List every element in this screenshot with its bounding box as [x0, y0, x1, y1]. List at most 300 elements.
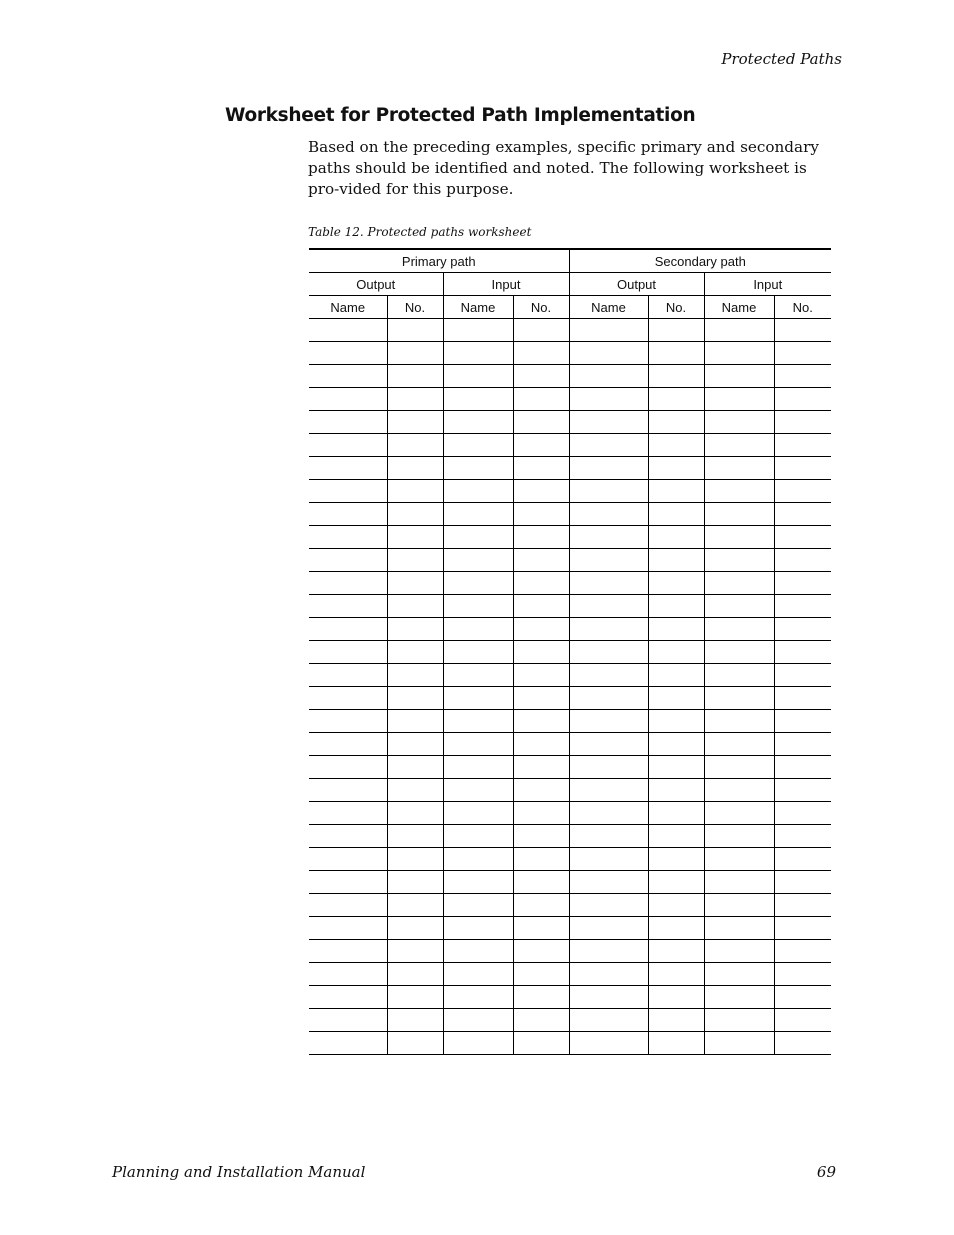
group-header-primary: Primary path: [309, 249, 569, 273]
worksheet-cell: [443, 388, 513, 411]
worksheet-cell: [569, 894, 648, 917]
worksheet-cell: [569, 779, 648, 802]
worksheet-cell: [704, 319, 774, 342]
table-row: [309, 710, 831, 733]
worksheet-cell: [309, 825, 387, 848]
worksheet-cell: [648, 319, 704, 342]
worksheet-cell: [309, 641, 387, 664]
worksheet-cell: [309, 365, 387, 388]
worksheet-cell: [443, 1009, 513, 1032]
worksheet-cell: [443, 457, 513, 480]
worksheet-cell: [704, 779, 774, 802]
worksheet-cell: [387, 917, 443, 940]
worksheet-cell: [704, 365, 774, 388]
worksheet-cell: [309, 388, 387, 411]
footer-manual-title: Planning and Installation Manual: [112, 1163, 366, 1181]
worksheet-cell: [513, 572, 569, 595]
worksheet-cell: [774, 572, 831, 595]
table-row: [309, 917, 831, 940]
column-header-name: Name: [309, 296, 387, 319]
worksheet-cell: [774, 871, 831, 894]
worksheet-cell: [387, 733, 443, 756]
table-row: [309, 434, 831, 457]
worksheet-cell: [387, 963, 443, 986]
worksheet-cell: [443, 756, 513, 779]
worksheet-cell: [774, 365, 831, 388]
worksheet-cell: [513, 848, 569, 871]
worksheet-cell: [513, 756, 569, 779]
worksheet-cell: [774, 1032, 831, 1055]
worksheet-cell: [704, 871, 774, 894]
worksheet-cell: [309, 572, 387, 595]
worksheet-cell: [387, 549, 443, 572]
worksheet-cell: [309, 756, 387, 779]
worksheet-body: [309, 319, 831, 1055]
worksheet-cell: [774, 618, 831, 641]
worksheet-cell: [569, 733, 648, 756]
worksheet-cell: [309, 1032, 387, 1055]
running-header: Protected Paths: [721, 50, 842, 68]
worksheet-cell: [309, 595, 387, 618]
worksheet-cell: [443, 986, 513, 1009]
worksheet-cell: [309, 342, 387, 365]
worksheet-cell: [309, 549, 387, 572]
worksheet-cell: [774, 503, 831, 526]
worksheet-cell: [513, 595, 569, 618]
worksheet-cell: [443, 595, 513, 618]
worksheet-cell: [513, 434, 569, 457]
worksheet-cell: [774, 480, 831, 503]
worksheet-cell: [569, 664, 648, 687]
worksheet-cell: [774, 940, 831, 963]
worksheet-cell: [774, 411, 831, 434]
worksheet-cell: [648, 664, 704, 687]
worksheet-cell: [569, 710, 648, 733]
worksheet-cell: [387, 572, 443, 595]
worksheet-cell: [648, 710, 704, 733]
worksheet-cell: [569, 526, 648, 549]
worksheet-cell: [704, 411, 774, 434]
worksheet-cell: [774, 802, 831, 825]
worksheet-cell: [704, 825, 774, 848]
worksheet-cell: [648, 641, 704, 664]
worksheet-cell: [387, 848, 443, 871]
worksheet-cell: [309, 618, 387, 641]
worksheet-cell: [704, 986, 774, 1009]
worksheet-cell: [648, 894, 704, 917]
worksheet-cell: [443, 480, 513, 503]
worksheet-cell: [513, 503, 569, 526]
table-row: [309, 986, 831, 1009]
table-row: [309, 733, 831, 756]
worksheet-cell: [387, 986, 443, 1009]
page-number: 69: [816, 1163, 836, 1181]
worksheet-cell: [309, 457, 387, 480]
worksheet-cell: [704, 733, 774, 756]
worksheet-cell: [774, 457, 831, 480]
table-row: [309, 480, 831, 503]
column-header-no: No.: [513, 296, 569, 319]
worksheet-cell: [387, 365, 443, 388]
column-header-row: [309, 296, 831, 319]
protected-paths-worksheet-table: [309, 248, 831, 1055]
worksheet-cell: [569, 1032, 648, 1055]
subgroup-header-secondary-input: Input: [704, 273, 831, 296]
worksheet-cell: [774, 641, 831, 664]
table-row: [309, 894, 831, 917]
worksheet-cell: [513, 894, 569, 917]
worksheet-cell: [648, 1009, 704, 1032]
worksheet-cell: [443, 1032, 513, 1055]
worksheet-cell: [569, 572, 648, 595]
worksheet-cell: [443, 687, 513, 710]
worksheet-cell: [443, 411, 513, 434]
worksheet-cell: [704, 687, 774, 710]
worksheet-cell: [387, 1032, 443, 1055]
worksheet-cell: [648, 526, 704, 549]
worksheet-cell: [443, 503, 513, 526]
worksheet-cell: [387, 641, 443, 664]
worksheet-cell: [513, 342, 569, 365]
worksheet-cell: [513, 457, 569, 480]
worksheet-cell: [774, 687, 831, 710]
table-row: [309, 940, 831, 963]
worksheet-cell: [569, 940, 648, 963]
worksheet-cell: [569, 618, 648, 641]
worksheet-cell: [569, 1009, 648, 1032]
worksheet-cell: [309, 687, 387, 710]
worksheet-cell: [704, 595, 774, 618]
worksheet-cell: [569, 434, 648, 457]
worksheet-cell: [569, 641, 648, 664]
table-row: [309, 756, 831, 779]
worksheet-cell: [648, 549, 704, 572]
table-row: [309, 503, 831, 526]
worksheet-cell: [387, 503, 443, 526]
worksheet-cell: [513, 940, 569, 963]
worksheet-cell: [569, 388, 648, 411]
worksheet-cell: [569, 595, 648, 618]
table-row: [309, 618, 831, 641]
column-header-name: Name: [443, 296, 513, 319]
worksheet-cell: [387, 825, 443, 848]
worksheet-cell: [387, 802, 443, 825]
worksheet-cell: [443, 894, 513, 917]
worksheet-cell: [513, 825, 569, 848]
table-row: [309, 572, 831, 595]
worksheet-cell: [704, 342, 774, 365]
table-row: [309, 457, 831, 480]
worksheet-cell: [443, 940, 513, 963]
worksheet-cell: [648, 848, 704, 871]
worksheet-cell: [387, 687, 443, 710]
worksheet-cell: [704, 940, 774, 963]
table-row: [309, 664, 831, 687]
worksheet-cell: [443, 871, 513, 894]
worksheet-cell: [774, 894, 831, 917]
worksheet-cell: [513, 365, 569, 388]
worksheet-cell: [774, 733, 831, 756]
table-row: [309, 388, 831, 411]
table-row: [309, 319, 831, 342]
worksheet-cell: [704, 756, 774, 779]
worksheet-cell: [704, 572, 774, 595]
worksheet-cell: [387, 319, 443, 342]
worksheet-cell: [513, 871, 569, 894]
worksheet-cell: [648, 986, 704, 1009]
table-row: [309, 641, 831, 664]
group-header-row: [309, 249, 831, 273]
worksheet-cell: [387, 388, 443, 411]
worksheet-cell: [387, 595, 443, 618]
worksheet-cell: [513, 710, 569, 733]
worksheet-cell: [387, 756, 443, 779]
table-row: [309, 848, 831, 871]
worksheet-cell: [443, 917, 513, 940]
worksheet-cell: [704, 1032, 774, 1055]
worksheet-cell: [648, 388, 704, 411]
table-caption: Table 12. Protected paths worksheet: [308, 225, 532, 239]
worksheet-cell: [513, 549, 569, 572]
worksheet-cell: [648, 1032, 704, 1055]
table-row: [309, 595, 831, 618]
worksheet-cell: [774, 526, 831, 549]
worksheet-cell: [443, 365, 513, 388]
worksheet-cell: [309, 802, 387, 825]
worksheet-cell: [704, 457, 774, 480]
worksheet-cell: [513, 480, 569, 503]
worksheet-cell: [309, 848, 387, 871]
worksheet-cell: [443, 710, 513, 733]
worksheet-cell: [513, 963, 569, 986]
worksheet-cell: [309, 1009, 387, 1032]
subgroup-header-secondary-output: Output: [569, 273, 704, 296]
table-row: [309, 342, 831, 365]
table-row: [309, 963, 831, 986]
worksheet-cell: [648, 572, 704, 595]
worksheet-cell: [774, 963, 831, 986]
worksheet-cell: [648, 733, 704, 756]
group-header-secondary: Secondary path: [569, 249, 831, 273]
worksheet-cell: [569, 503, 648, 526]
worksheet-cell: [443, 779, 513, 802]
worksheet-cell: [704, 710, 774, 733]
worksheet-cell: [569, 365, 648, 388]
worksheet-cell: [513, 618, 569, 641]
worksheet-cell: [569, 480, 648, 503]
worksheet-cell: [704, 917, 774, 940]
worksheet-cell: [309, 664, 387, 687]
worksheet-cell: [387, 1009, 443, 1032]
worksheet-cell: [704, 641, 774, 664]
worksheet-cell: [387, 434, 443, 457]
worksheet-cell: [387, 710, 443, 733]
worksheet-cell: [704, 802, 774, 825]
worksheet-cell: [443, 825, 513, 848]
table-row: [309, 1009, 831, 1032]
worksheet-cell: [387, 526, 443, 549]
worksheet-cell: [513, 733, 569, 756]
worksheet-cell: [387, 618, 443, 641]
worksheet-cell: [387, 480, 443, 503]
worksheet-cell: [387, 664, 443, 687]
worksheet-cell: [443, 664, 513, 687]
worksheet-cell: [648, 917, 704, 940]
worksheet-cell: [648, 342, 704, 365]
worksheet-cell: [443, 733, 513, 756]
worksheet-cell: [648, 457, 704, 480]
worksheet-cell: [387, 940, 443, 963]
worksheet-cell: [309, 480, 387, 503]
worksheet-cell: [704, 526, 774, 549]
worksheet-cell: [443, 641, 513, 664]
worksheet-cell: [704, 388, 774, 411]
table-row: [309, 825, 831, 848]
worksheet-cell: [309, 894, 387, 917]
table-row: [309, 687, 831, 710]
table-row: [309, 871, 831, 894]
worksheet-cell: [309, 733, 387, 756]
worksheet-cell: [704, 434, 774, 457]
worksheet-cell: [774, 710, 831, 733]
worksheet-cell: [569, 848, 648, 871]
worksheet-cell: [513, 664, 569, 687]
worksheet-cell: [648, 480, 704, 503]
table-row: [309, 549, 831, 572]
worksheet-cell: [704, 664, 774, 687]
worksheet-cell: [648, 871, 704, 894]
worksheet-cell: [443, 618, 513, 641]
worksheet-cell: [774, 595, 831, 618]
worksheet-cell: [387, 779, 443, 802]
worksheet-cell: [704, 1009, 774, 1032]
worksheet-cell: [704, 894, 774, 917]
worksheet-cell: [648, 365, 704, 388]
worksheet-cell: [387, 411, 443, 434]
worksheet-cell: [513, 388, 569, 411]
worksheet-cell: [569, 802, 648, 825]
column-header-no: No.: [648, 296, 704, 319]
worksheet-cell: [443, 963, 513, 986]
intro-paragraph: Based on the preceding examples, specific primary and secondary paths should be identified and noted. The following worksheet is pro-vided for this purpose.: [308, 138, 819, 198]
subgroup-header-primary-output: Output: [309, 273, 443, 296]
worksheet-cell: [309, 710, 387, 733]
worksheet-cell: [704, 963, 774, 986]
worksheet-cell: [774, 779, 831, 802]
worksheet-cell: [513, 917, 569, 940]
table-row: [309, 779, 831, 802]
worksheet-cell: [513, 1032, 569, 1055]
worksheet-cell: [648, 963, 704, 986]
worksheet-cell: [774, 917, 831, 940]
column-header-no: No.: [774, 296, 831, 319]
table-row: [309, 526, 831, 549]
worksheet-cell: [513, 779, 569, 802]
worksheet-cell: [513, 802, 569, 825]
column-header-name: Name: [569, 296, 648, 319]
worksheet-cell: [648, 618, 704, 641]
worksheet-cell: [569, 411, 648, 434]
worksheet-cell: [309, 871, 387, 894]
worksheet-cell: [569, 457, 648, 480]
worksheet-cell: [513, 319, 569, 342]
worksheet-cell: [704, 549, 774, 572]
worksheet-cell: [648, 802, 704, 825]
worksheet-cell: [569, 756, 648, 779]
worksheet-cell: [443, 802, 513, 825]
worksheet-cell: [443, 848, 513, 871]
worksheet-cell: [569, 319, 648, 342]
worksheet-cell: [309, 963, 387, 986]
worksheet-cell: [443, 572, 513, 595]
worksheet-cell: [443, 526, 513, 549]
worksheet-cell: [513, 526, 569, 549]
worksheet-cell: [309, 503, 387, 526]
worksheet-cell: [569, 825, 648, 848]
worksheet-cell: [443, 319, 513, 342]
worksheet-cell: [387, 457, 443, 480]
worksheet-cell: [513, 687, 569, 710]
worksheet-cell: [569, 871, 648, 894]
worksheet-cell: [774, 388, 831, 411]
worksheet-cell: [309, 411, 387, 434]
worksheet-cell: [513, 641, 569, 664]
column-header-name: Name: [704, 296, 774, 319]
worksheet-cell: [443, 342, 513, 365]
worksheet-cell: [774, 986, 831, 1009]
worksheet-cell: [774, 434, 831, 457]
worksheet-cell: [648, 411, 704, 434]
worksheet-cell: [513, 986, 569, 1009]
worksheet-cell: [774, 1009, 831, 1032]
worksheet-cell: [774, 319, 831, 342]
worksheet-cell: [648, 687, 704, 710]
worksheet-cell: [774, 342, 831, 365]
worksheet-cell: [513, 411, 569, 434]
worksheet-cell: [569, 963, 648, 986]
worksheet-cell: [648, 825, 704, 848]
worksheet-cell: [387, 894, 443, 917]
worksheet-cell: [309, 319, 387, 342]
worksheet-cell: [443, 549, 513, 572]
worksheet-cell: [443, 434, 513, 457]
worksheet-cell: [704, 848, 774, 871]
table-row: [309, 802, 831, 825]
worksheet-cell: [569, 687, 648, 710]
worksheet-cell: [774, 756, 831, 779]
column-header-no: No.: [387, 296, 443, 319]
worksheet-cell: [774, 848, 831, 871]
worksheet-cell: [309, 940, 387, 963]
worksheet-cell: [513, 1009, 569, 1032]
worksheet-cell: [704, 480, 774, 503]
worksheet-cell: [387, 871, 443, 894]
worksheet-cell: [387, 342, 443, 365]
worksheet-cell: [569, 986, 648, 1009]
worksheet-cell: [774, 825, 831, 848]
worksheet-cell: [648, 940, 704, 963]
subgroup-header-primary-input: Input: [443, 273, 569, 296]
section-heading: Worksheet for Protected Path Implementation: [225, 105, 696, 126]
table-row: [309, 411, 831, 434]
worksheet-cell: [309, 526, 387, 549]
worksheet-cell: [309, 986, 387, 1009]
worksheet-cell: [648, 779, 704, 802]
worksheet-cell: [569, 342, 648, 365]
worksheet-cell: [704, 618, 774, 641]
worksheet-cell: [648, 434, 704, 457]
table-row: [309, 365, 831, 388]
